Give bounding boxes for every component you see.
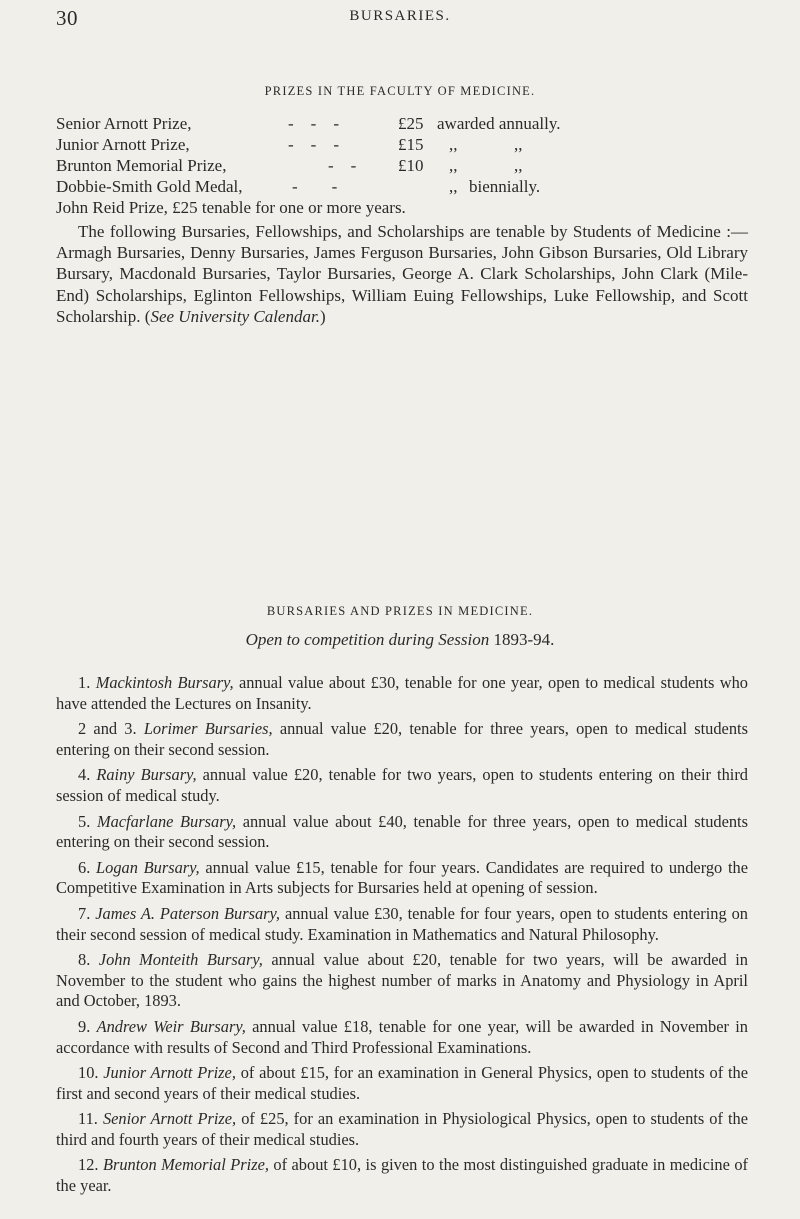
prize-line-john-reid: John Reid Prize, £25 tenable for one or more years. (56, 198, 406, 217)
prize-name: Dobbie-Smith Gold Medal, (56, 177, 243, 196)
entry-name: Macfarlane Bursary, (96, 811, 237, 831)
list-item (56, 719, 748, 760)
prizes-heading: PRIZES IN THE FACULTY OF MEDICINE. (264, 84, 536, 98)
session-subtitle (0, 630, 800, 650)
entry-text: annual value £30, tenable for four years, open to students entering on their second session of medical study. Examination in Mathematics and Natural Philosophy. (56, 903, 748, 944)
prize-name: Junior Arnott Prize, (56, 135, 190, 154)
entry-number: 7. (78, 903, 91, 923)
list-item (56, 812, 748, 853)
prize-amount: £10 (398, 156, 424, 175)
prize-row (56, 155, 756, 176)
page-number: 30 (56, 6, 78, 30)
ditto-mark: ,, (514, 156, 523, 175)
entry-text: annual value £20, tenable for three years, open to medical students entering on their second session. (56, 719, 748, 759)
entry-number: 6. (78, 857, 91, 877)
list-item (56, 950, 748, 1012)
list-item (56, 1017, 748, 1058)
bursaries-heading: BURSARIES AND PRIZES IN MEDICINE. (266, 604, 534, 618)
prize-amount: £15 (398, 135, 424, 154)
entry-text: annual value £15, tenable for four years. Candidates are required to undergo the Competitive Examination in Arts subjects for Bursaries held at opening of session. (56, 857, 748, 898)
calendar-reference: See University Calendar. (150, 306, 320, 326)
list-item (56, 858, 748, 899)
list-item (56, 904, 748, 945)
prize-row (56, 134, 756, 155)
leader-dashes: - - - (288, 114, 344, 133)
entry-number: 12. (78, 1155, 99, 1175)
entry-name: Mackintosh Bursary, (95, 673, 234, 692)
entry-number: 1. (78, 673, 91, 692)
entry-name: Junior Arnott Prize, (103, 1063, 236, 1083)
prize-list (56, 113, 756, 218)
entry-name: Brunton Memorial Prize, (102, 1155, 269, 1175)
tenable-bursaries-paragraph: The following Bursaries, Fellowships, and Scholarships are tenable by Students of Medicine :—Armagh Bursaries, Denny Bursaries, James Ferguson Bursaries, John Gibson Bursaries, Old Library Bursary, Macdonald Bursaries, Taylor Bursaries, George A. Clark Scholarships, John Clark (Mile-End) Scholarships, Eglinton Fellowships, William Euing Fellowships, Luke Fellowship, and Scott Scholarship. (See University Calendar.) (56, 222, 748, 326)
prize-row (56, 113, 756, 134)
subtitle-text: Open to competition during Session (245, 630, 490, 649)
entry-name: Logan Bursary, (96, 857, 200, 877)
leader-dashes: - - (328, 156, 361, 175)
entry-text: annual value about £40, tenable for three years, open to medical students entering on their second session. (56, 811, 748, 852)
running-head: BURSARIES. (349, 8, 451, 24)
prize-note: biennially. (469, 177, 541, 196)
entry-text: annual value about £20, tenable for two years, will be awarded in November to the student who gains the highest number of marks in Anatomy and Physiology in April and October, 1893. (56, 950, 748, 1011)
subtitle-years: 1893-94. (493, 630, 555, 649)
entry-name: John Monteith Bursary, (98, 950, 263, 970)
prize-row (56, 197, 756, 218)
entry-text: annual value about £30, tenable for one year, open to medical students who have attended the Lectures on Insanity. (56, 673, 748, 713)
prize-name: Brunton Memorial Prize, (56, 156, 227, 175)
entry-text: annual value £20, tenable for two years, open to students entering on their third session of medical study. (56, 765, 748, 805)
entry-name: Rainy Bursary, (96, 765, 197, 785)
bursary-list (56, 673, 748, 1202)
paragraph-text: The following Bursaries, Fellowships, and Scholarships are tenable by Students of Medicine :—Armagh Bursaries, Denny Bursaries, James Ferguson Bursaries, John Gibson Bursaries, Old Library Bursary, Macdonald Bursaries, Taylor Bursaries, George A. Clark Scholarships, John Clark (Mile-End) Scholarships, Eglinton Fellowships, William Euing Fellowships, Luke Fellowship, and Scott Scholarship. (56, 222, 748, 326)
list-item (56, 1063, 748, 1104)
list-item (56, 765, 748, 806)
entry-name: James A. Paterson Bursary, (95, 903, 281, 923)
entry-number: 8. (78, 950, 91, 970)
list-item (56, 1155, 748, 1196)
ditto-mark: ,, (514, 135, 523, 154)
entry-number: 4. (78, 765, 91, 785)
prize-note: awarded annually. (437, 114, 561, 133)
entry-text: of about £15, for an examination in General Physics, open to students of the first and second years of their medical studies. (56, 1063, 748, 1103)
entry-number: 9. (78, 1016, 91, 1036)
list-item (56, 1109, 748, 1150)
entry-name: Andrew Weir Bursary, (96, 1016, 246, 1036)
entry-text: of about £10, is given to the most distinguished graduate in medicine of the year. (56, 1155, 748, 1196)
ditto-mark: ,, (449, 135, 458, 154)
prize-name: Senior Arnott Prize, (56, 114, 192, 133)
prize-row (56, 176, 756, 197)
ditto-mark: ,, (449, 177, 458, 196)
entry-number: 5. (78, 811, 91, 831)
entry-number: 2 and 3. (78, 719, 137, 739)
entry-text: annual value £18, tenable for one year, will be awarded in November in accordance with results of Second and Third Professional Examinations. (56, 1016, 748, 1057)
leader-dashes: - - - (288, 135, 344, 154)
entry-name: Lorimer Bursaries, (143, 719, 273, 739)
entry-name: Senior Arnott Prize, (102, 1109, 237, 1129)
list-item (56, 673, 748, 714)
leader-dashes: - - (292, 177, 338, 196)
ditto-mark: ,, (449, 156, 458, 175)
entry-text: of £25, for an examination in Physiological Physics, open to students of the third and fourth years of their medical studies. (56, 1109, 748, 1149)
entry-number: 10. (78, 1063, 99, 1083)
prize-amount: £25 (398, 114, 424, 133)
entry-number: 11. (78, 1109, 98, 1129)
